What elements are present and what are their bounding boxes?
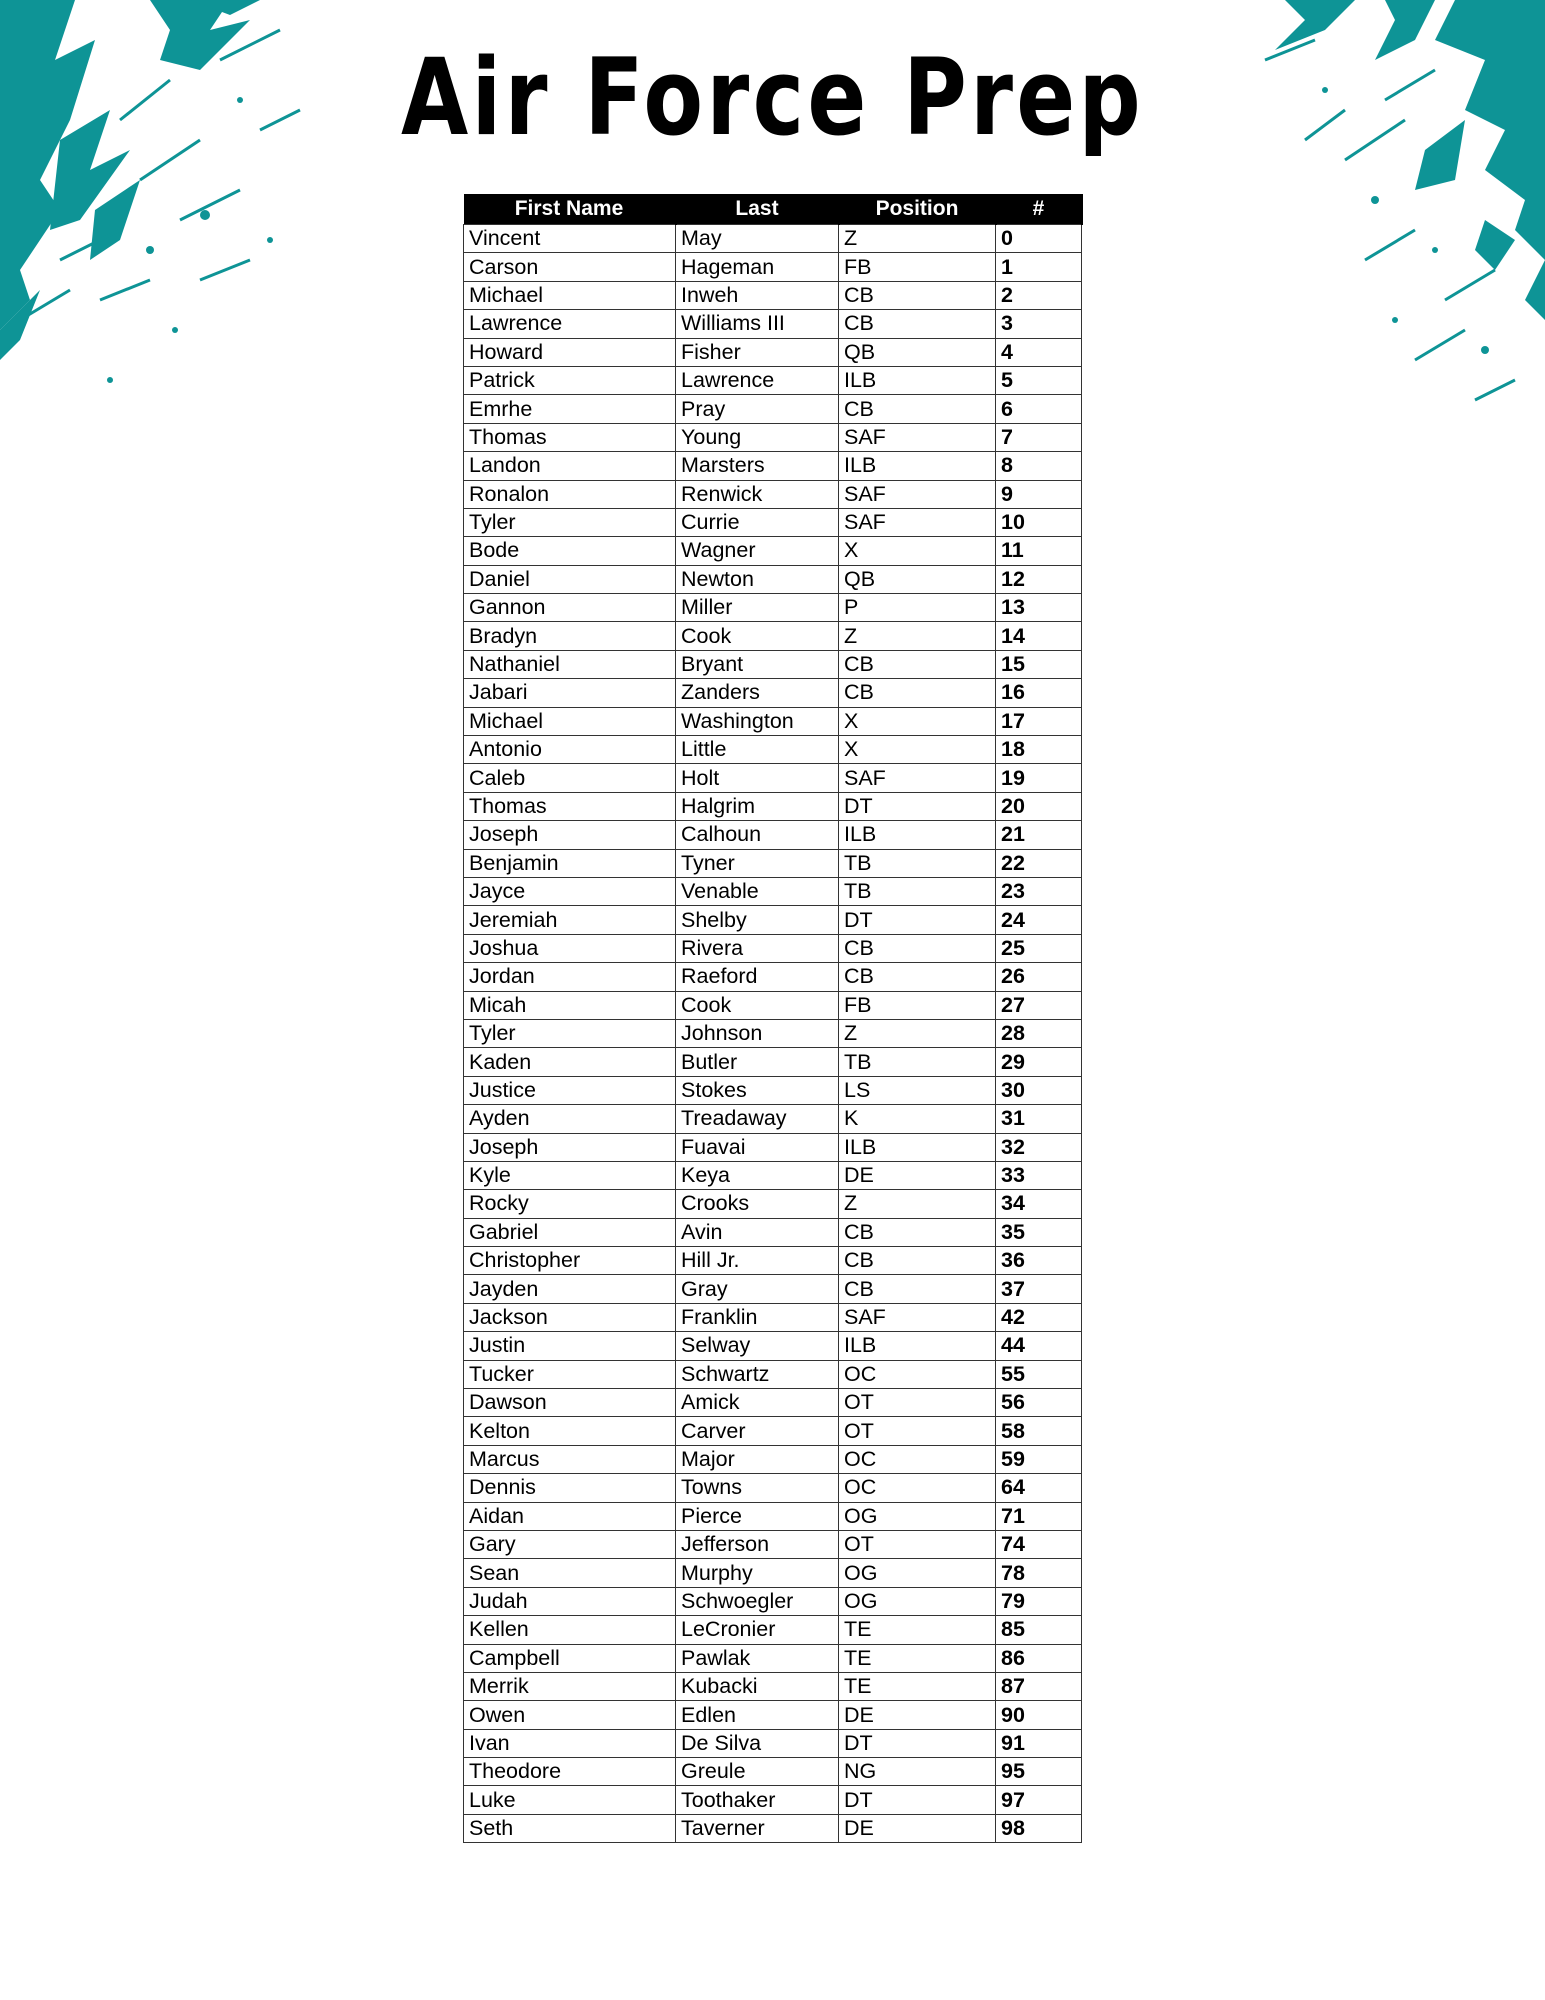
- number-cell: 24: [996, 906, 1082, 934]
- number-cell: 34: [996, 1190, 1082, 1218]
- number-cell: 29: [996, 1048, 1082, 1076]
- table-row: [464, 1275, 1082, 1303]
- first-name-cell: Gary: [464, 1530, 676, 1558]
- first-name-cell: Michael: [464, 281, 676, 309]
- table-row: [464, 1587, 1082, 1615]
- first-name-cell: Landon: [464, 452, 676, 480]
- first-name-cell: Sean: [464, 1559, 676, 1587]
- table-row: [464, 1105, 1082, 1133]
- last-name-cell: Johnson: [676, 1019, 839, 1047]
- last-name-cell: Bryant: [676, 650, 839, 678]
- first-name-cell: Tucker: [464, 1360, 676, 1388]
- first-name-cell: Thomas: [464, 792, 676, 820]
- first-name-cell: Howard: [464, 338, 676, 366]
- table-row: [464, 310, 1082, 338]
- table-row: [464, 1729, 1082, 1757]
- first-name-cell: Joseph: [464, 1133, 676, 1161]
- last-name-cell: LeCronier: [676, 1616, 839, 1644]
- page-title: Air Force Prep: [400, 36, 1145, 159]
- number-cell: 35: [996, 1218, 1082, 1246]
- first-name-cell: Merrik: [464, 1672, 676, 1700]
- position-cell: LS: [839, 1076, 996, 1104]
- position-cell: TE: [839, 1644, 996, 1672]
- first-name-cell: Joseph: [464, 821, 676, 849]
- position-cell: CB: [839, 395, 996, 423]
- number-cell: 13: [996, 594, 1082, 622]
- table-row: [464, 1786, 1082, 1814]
- last-name-cell: Avin: [676, 1218, 839, 1246]
- number-cell: 64: [996, 1474, 1082, 1502]
- header-first-name: First Name: [464, 194, 676, 225]
- number-cell: 25: [996, 934, 1082, 962]
- last-name-cell: May: [676, 225, 839, 253]
- position-cell: SAF: [839, 508, 996, 536]
- position-cell: Z: [839, 1190, 996, 1218]
- number-cell: 79: [996, 1587, 1082, 1615]
- position-cell: DE: [839, 1814, 996, 1842]
- last-name-cell: Schwartz: [676, 1360, 839, 1388]
- number-cell: 58: [996, 1417, 1082, 1445]
- table-row: [464, 338, 1082, 366]
- number-cell: 42: [996, 1303, 1082, 1331]
- number-cell: 10: [996, 508, 1082, 536]
- position-cell: OC: [839, 1360, 996, 1388]
- first-name-cell: Vincent: [464, 225, 676, 253]
- position-cell: CB: [839, 1218, 996, 1246]
- first-name-cell: Lawrence: [464, 310, 676, 338]
- last-name-cell: Edlen: [676, 1701, 839, 1729]
- first-name-cell: Judah: [464, 1587, 676, 1615]
- last-name-cell: Renwick: [676, 480, 839, 508]
- table-row: [464, 1048, 1082, 1076]
- last-name-cell: Jefferson: [676, 1530, 839, 1558]
- first-name-cell: Ayden: [464, 1105, 676, 1133]
- first-name-cell: Kaden: [464, 1048, 676, 1076]
- table-row: [464, 877, 1082, 905]
- number-cell: 18: [996, 736, 1082, 764]
- first-name-cell: Patrick: [464, 366, 676, 394]
- last-name-cell: Keya: [676, 1161, 839, 1189]
- last-name-cell: Rivera: [676, 934, 839, 962]
- table-row: [464, 395, 1082, 423]
- table-row: [464, 1332, 1082, 1360]
- number-cell: 6: [996, 395, 1082, 423]
- first-name-cell: Carson: [464, 253, 676, 281]
- table-row: [464, 1502, 1082, 1530]
- table-row: [464, 1814, 1082, 1842]
- table-row: [464, 1161, 1082, 1189]
- first-name-cell: Tyler: [464, 508, 676, 536]
- table-row: [464, 764, 1082, 792]
- table-row: [464, 1190, 1082, 1218]
- first-name-cell: Justin: [464, 1332, 676, 1360]
- position-cell: Z: [839, 1019, 996, 1047]
- last-name-cell: Marsters: [676, 452, 839, 480]
- position-cell: DE: [839, 1701, 996, 1729]
- number-cell: 87: [996, 1672, 1082, 1700]
- position-cell: CB: [839, 963, 996, 991]
- table-row: [464, 1303, 1082, 1331]
- position-cell: OT: [839, 1417, 996, 1445]
- position-cell: X: [839, 736, 996, 764]
- position-cell: NG: [839, 1758, 996, 1786]
- first-name-cell: Luke: [464, 1786, 676, 1814]
- table-row: [464, 1445, 1082, 1473]
- table-row: [464, 821, 1082, 849]
- first-name-cell: Micah: [464, 991, 676, 1019]
- number-cell: 26: [996, 963, 1082, 991]
- position-cell: QB: [839, 565, 996, 593]
- first-name-cell: Caleb: [464, 764, 676, 792]
- number-cell: 28: [996, 1019, 1082, 1047]
- number-cell: 4: [996, 338, 1082, 366]
- last-name-cell: Treadaway: [676, 1105, 839, 1133]
- last-name-cell: Miller: [676, 594, 839, 622]
- first-name-cell: Christopher: [464, 1247, 676, 1275]
- last-name-cell: Hageman: [676, 253, 839, 281]
- first-name-cell: Kyle: [464, 1161, 676, 1189]
- position-cell: OG: [839, 1559, 996, 1587]
- position-cell: DE: [839, 1161, 996, 1189]
- last-name-cell: Hill Jr.: [676, 1247, 839, 1275]
- position-cell: OT: [839, 1389, 996, 1417]
- last-name-cell: Inweh: [676, 281, 839, 309]
- number-cell: 27: [996, 991, 1082, 1019]
- table-row: [464, 225, 1082, 253]
- last-name-cell: Pierce: [676, 1502, 839, 1530]
- table-row: [464, 253, 1082, 281]
- roster-body: [464, 225, 1082, 1843]
- table-row: [464, 622, 1082, 650]
- header-number: #: [996, 194, 1082, 225]
- last-name-cell: Currie: [676, 508, 839, 536]
- last-name-cell: Greule: [676, 1758, 839, 1786]
- position-cell: OC: [839, 1445, 996, 1473]
- first-name-cell: Jayce: [464, 877, 676, 905]
- number-cell: 56: [996, 1389, 1082, 1417]
- position-cell: CB: [839, 934, 996, 962]
- first-name-cell: Dennis: [464, 1474, 676, 1502]
- position-cell: ILB: [839, 1133, 996, 1161]
- position-cell: CB: [839, 679, 996, 707]
- table-row: [464, 480, 1082, 508]
- table-row: [464, 736, 1082, 764]
- table-row: [464, 1644, 1082, 1672]
- last-name-cell: Fuavai: [676, 1133, 839, 1161]
- last-name-cell: Taverner: [676, 1814, 839, 1842]
- number-cell: 21: [996, 821, 1082, 849]
- last-name-cell: Calhoun: [676, 821, 839, 849]
- last-name-cell: Towns: [676, 1474, 839, 1502]
- number-cell: 1: [996, 253, 1082, 281]
- last-name-cell: Pawlak: [676, 1644, 839, 1672]
- number-cell: 36: [996, 1247, 1082, 1275]
- last-name-cell: Cook: [676, 991, 839, 1019]
- first-name-cell: Jabari: [464, 679, 676, 707]
- last-name-cell: Murphy: [676, 1559, 839, 1587]
- table-row: [464, 849, 1082, 877]
- first-name-cell: Jeremiah: [464, 906, 676, 934]
- number-cell: 12: [996, 565, 1082, 593]
- first-name-cell: Rocky: [464, 1190, 676, 1218]
- table-row: [464, 991, 1082, 1019]
- number-cell: 9: [996, 480, 1082, 508]
- last-name-cell: Pray: [676, 395, 839, 423]
- number-cell: 16: [996, 679, 1082, 707]
- number-cell: 14: [996, 622, 1082, 650]
- table-row: [464, 1417, 1082, 1445]
- table-row: [464, 792, 1082, 820]
- last-name-cell: Holt: [676, 764, 839, 792]
- first-name-cell: Michael: [464, 707, 676, 735]
- number-cell: 8: [996, 452, 1082, 480]
- position-cell: QB: [839, 338, 996, 366]
- first-name-cell: Bradyn: [464, 622, 676, 650]
- number-cell: 74: [996, 1530, 1082, 1558]
- first-name-cell: Justice: [464, 1076, 676, 1104]
- table-row: [464, 537, 1082, 565]
- first-name-cell: Gannon: [464, 594, 676, 622]
- first-name-cell: Gabriel: [464, 1218, 676, 1246]
- table-row: [464, 707, 1082, 735]
- position-cell: ILB: [839, 1332, 996, 1360]
- number-cell: 19: [996, 764, 1082, 792]
- table-row: [464, 934, 1082, 962]
- last-name-cell: Cook: [676, 622, 839, 650]
- position-cell: CB: [839, 650, 996, 678]
- first-name-cell: Campbell: [464, 1644, 676, 1672]
- position-cell: ILB: [839, 366, 996, 394]
- position-cell: Z: [839, 622, 996, 650]
- number-cell: 97: [996, 1786, 1082, 1814]
- number-cell: 3: [996, 310, 1082, 338]
- first-name-cell: Thomas: [464, 423, 676, 451]
- first-name-cell: Jackson: [464, 1303, 676, 1331]
- first-name-cell: Jayden: [464, 1275, 676, 1303]
- table-row: [464, 565, 1082, 593]
- first-name-cell: Kelton: [464, 1417, 676, 1445]
- table-row: [464, 423, 1082, 451]
- table-row: [464, 679, 1082, 707]
- last-name-cell: Raeford: [676, 963, 839, 991]
- position-cell: DT: [839, 906, 996, 934]
- position-cell: ILB: [839, 452, 996, 480]
- number-cell: 71: [996, 1502, 1082, 1530]
- first-name-cell: Aidan: [464, 1502, 676, 1530]
- number-cell: 90: [996, 1701, 1082, 1729]
- last-name-cell: Wagner: [676, 537, 839, 565]
- table-row: [464, 1389, 1082, 1417]
- table-row: [464, 1672, 1082, 1700]
- last-name-cell: Washington: [676, 707, 839, 735]
- number-cell: 33: [996, 1161, 1082, 1189]
- roster-header-row: [464, 194, 1082, 225]
- first-name-cell: Bode: [464, 537, 676, 565]
- first-name-cell: Kellen: [464, 1616, 676, 1644]
- last-name-cell: Major: [676, 1445, 839, 1473]
- position-cell: TB: [839, 849, 996, 877]
- position-cell: CB: [839, 1275, 996, 1303]
- position-cell: K: [839, 1105, 996, 1133]
- number-cell: 17: [996, 707, 1082, 735]
- first-name-cell: Daniel: [464, 565, 676, 593]
- number-cell: 15: [996, 650, 1082, 678]
- last-name-cell: Lawrence: [676, 366, 839, 394]
- last-name-cell: Gray: [676, 1275, 839, 1303]
- position-cell: ILB: [839, 821, 996, 849]
- position-cell: TE: [839, 1616, 996, 1644]
- position-cell: TE: [839, 1672, 996, 1700]
- table-row: [464, 1019, 1082, 1047]
- position-cell: X: [839, 537, 996, 565]
- first-name-cell: Marcus: [464, 1445, 676, 1473]
- table-row: [464, 366, 1082, 394]
- table-row: [464, 1758, 1082, 1786]
- table-row: [464, 650, 1082, 678]
- position-cell: OT: [839, 1530, 996, 1558]
- position-cell: OG: [839, 1502, 996, 1530]
- last-name-cell: Halgrim: [676, 792, 839, 820]
- last-name-cell: Fisher: [676, 338, 839, 366]
- number-cell: 23: [996, 877, 1082, 905]
- first-name-cell: Antonio: [464, 736, 676, 764]
- last-name-cell: Little: [676, 736, 839, 764]
- number-cell: 2: [996, 281, 1082, 309]
- position-cell: SAF: [839, 764, 996, 792]
- number-cell: 31: [996, 1105, 1082, 1133]
- last-name-cell: Newton: [676, 565, 839, 593]
- last-name-cell: Toothaker: [676, 1786, 839, 1814]
- number-cell: 44: [996, 1332, 1082, 1360]
- last-name-cell: Young: [676, 423, 839, 451]
- first-name-cell: Theodore: [464, 1758, 676, 1786]
- first-name-cell: Ronalon: [464, 480, 676, 508]
- position-cell: P: [839, 594, 996, 622]
- first-name-cell: Nathaniel: [464, 650, 676, 678]
- number-cell: 86: [996, 1644, 1082, 1672]
- last-name-cell: Butler: [676, 1048, 839, 1076]
- last-name-cell: Williams III: [676, 310, 839, 338]
- number-cell: 95: [996, 1758, 1082, 1786]
- last-name-cell: Franklin: [676, 1303, 839, 1331]
- position-cell: DT: [839, 792, 996, 820]
- position-cell: DT: [839, 1729, 996, 1757]
- number-cell: 85: [996, 1616, 1082, 1644]
- table-row: [464, 508, 1082, 536]
- position-cell: OG: [839, 1587, 996, 1615]
- position-cell: OC: [839, 1474, 996, 1502]
- number-cell: 59: [996, 1445, 1082, 1473]
- position-cell: DT: [839, 1786, 996, 1814]
- table-row: [464, 1076, 1082, 1104]
- last-name-cell: Carver: [676, 1417, 839, 1445]
- table-row: [464, 1616, 1082, 1644]
- position-cell: CB: [839, 281, 996, 309]
- first-name-cell: Joshua: [464, 934, 676, 962]
- position-cell: CB: [839, 1247, 996, 1275]
- last-name-cell: Kubacki: [676, 1672, 839, 1700]
- number-cell: 37: [996, 1275, 1082, 1303]
- first-name-cell: Tyler: [464, 1019, 676, 1047]
- position-cell: FB: [839, 253, 996, 281]
- last-name-cell: Shelby: [676, 906, 839, 934]
- number-cell: 20: [996, 792, 1082, 820]
- number-cell: 0: [996, 225, 1082, 253]
- position-cell: Z: [839, 225, 996, 253]
- last-name-cell: Amick: [676, 1389, 839, 1417]
- first-name-cell: Owen: [464, 1701, 676, 1729]
- first-name-cell: Seth: [464, 1814, 676, 1842]
- first-name-cell: Benjamin: [464, 849, 676, 877]
- table-row: [464, 594, 1082, 622]
- table-row: [464, 452, 1082, 480]
- first-name-cell: Dawson: [464, 1389, 676, 1417]
- table-row: [464, 1218, 1082, 1246]
- last-name-cell: Venable: [676, 877, 839, 905]
- table-row: [464, 1701, 1082, 1729]
- last-name-cell: De Silva: [676, 1729, 839, 1757]
- roster-table: [463, 194, 1083, 1843]
- number-cell: 30: [996, 1076, 1082, 1104]
- table-row: [464, 1559, 1082, 1587]
- position-cell: CB: [839, 310, 996, 338]
- table-row: [464, 963, 1082, 991]
- last-name-cell: Crooks: [676, 1190, 839, 1218]
- last-name-cell: Stokes: [676, 1076, 839, 1104]
- first-name-cell: Ivan: [464, 1729, 676, 1757]
- table-row: [464, 1133, 1082, 1161]
- first-name-cell: Emrhe: [464, 395, 676, 423]
- number-cell: 32: [996, 1133, 1082, 1161]
- position-cell: TB: [839, 877, 996, 905]
- last-name-cell: Schwoegler: [676, 1587, 839, 1615]
- number-cell: 55: [996, 1360, 1082, 1388]
- table-row: [464, 1474, 1082, 1502]
- position-cell: SAF: [839, 480, 996, 508]
- number-cell: 11: [996, 537, 1082, 565]
- table-row: [464, 1530, 1082, 1558]
- position-cell: SAF: [839, 1303, 996, 1331]
- number-cell: 78: [996, 1559, 1082, 1587]
- last-name-cell: Tyner: [676, 849, 839, 877]
- number-cell: 98: [996, 1814, 1082, 1842]
- table-row: [464, 281, 1082, 309]
- position-cell: FB: [839, 991, 996, 1019]
- number-cell: 5: [996, 366, 1082, 394]
- last-name-cell: Zanders: [676, 679, 839, 707]
- table-row: [464, 1247, 1082, 1275]
- number-cell: 91: [996, 1729, 1082, 1757]
- number-cell: 7: [996, 423, 1082, 451]
- number-cell: 22: [996, 849, 1082, 877]
- position-cell: X: [839, 707, 996, 735]
- header-last-name: Last: [676, 194, 839, 225]
- header-position: Position: [839, 194, 996, 225]
- position-cell: TB: [839, 1048, 996, 1076]
- first-name-cell: Jordan: [464, 963, 676, 991]
- table-row: [464, 1360, 1082, 1388]
- position-cell: SAF: [839, 423, 996, 451]
- table-row: [464, 906, 1082, 934]
- last-name-cell: Selway: [676, 1332, 839, 1360]
